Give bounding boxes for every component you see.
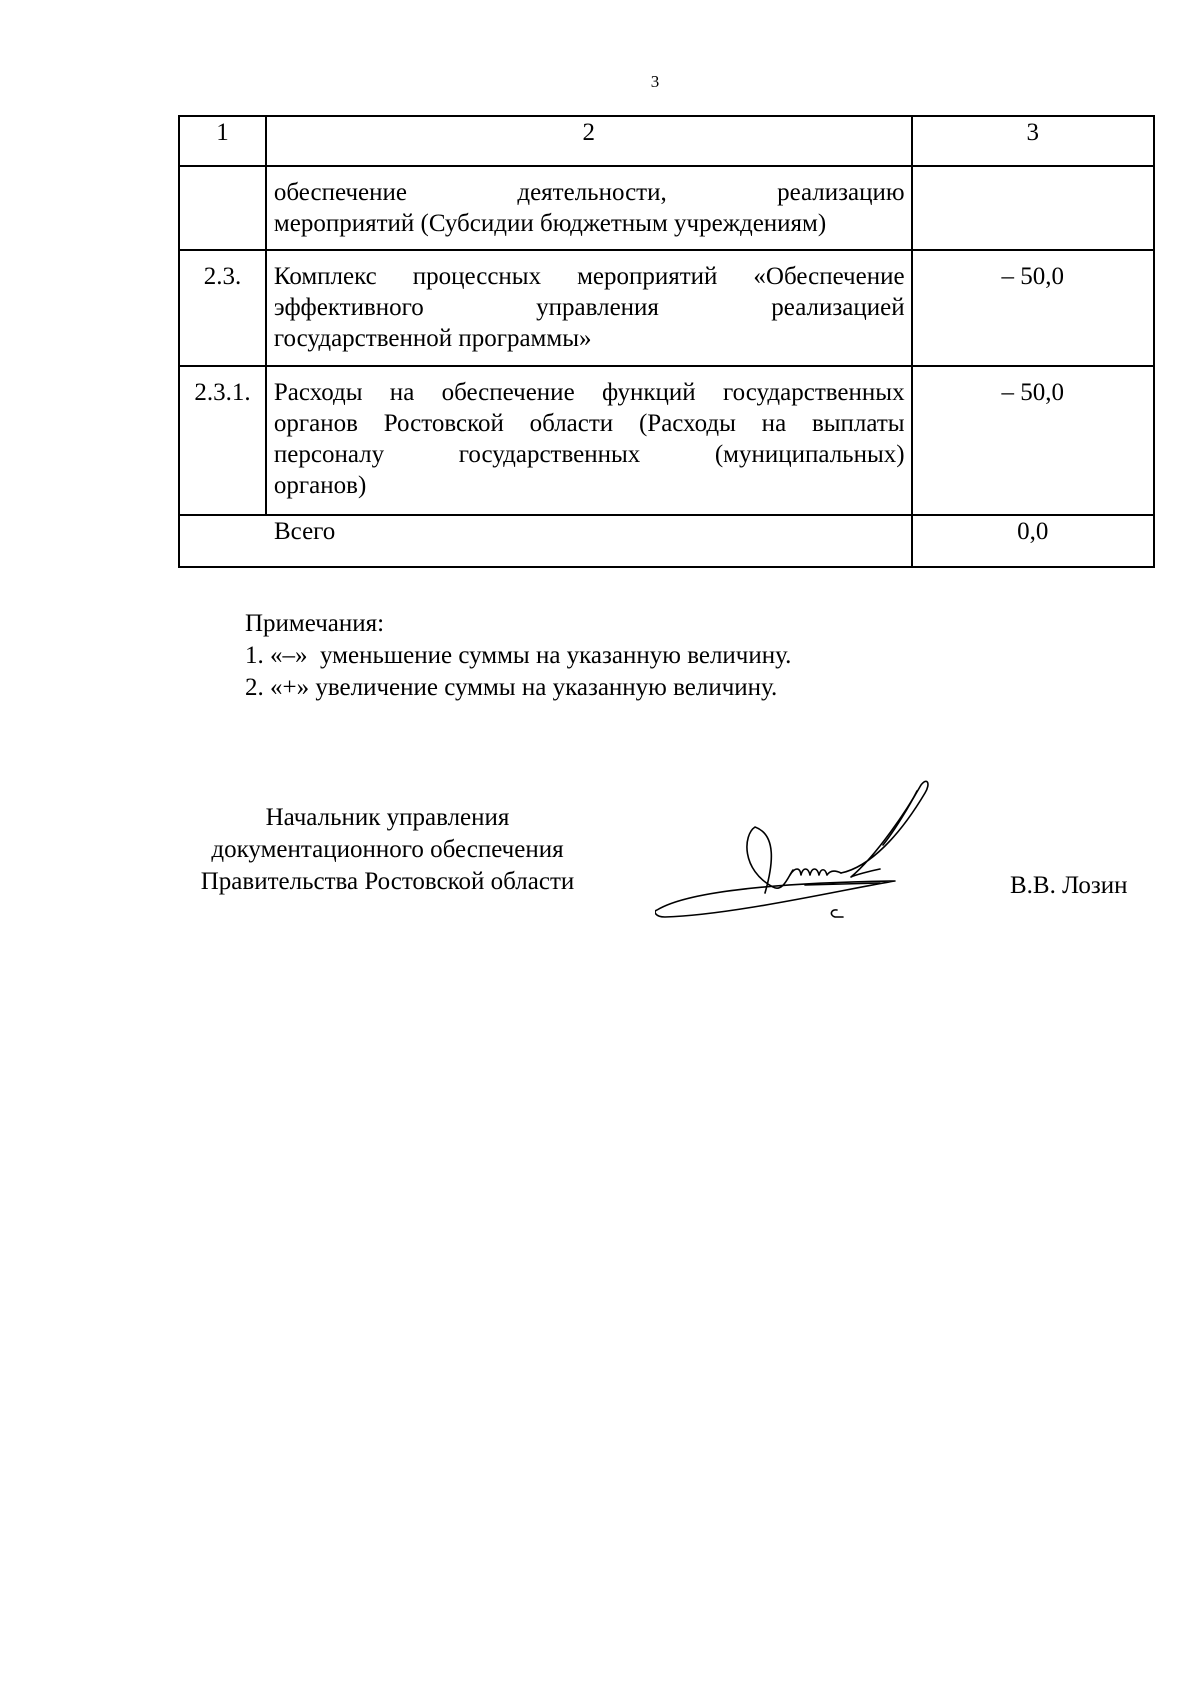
row-description-line: обеспечение деятельности, реализацию — [273, 179, 905, 206]
table-row — [179, 166, 1154, 250]
appropriations-table — [178, 115, 1155, 568]
table-total-row — [179, 515, 1154, 567]
row-value: – 50,0 — [912, 250, 1154, 366]
signer-name: В.В. Лозин — [1010, 872, 1128, 899]
notes-section — [245, 608, 791, 704]
signatory-position — [170, 802, 605, 898]
row-value: – 50,0 — [912, 366, 1154, 515]
table-row — [179, 366, 1154, 515]
note-item: 1. «–» уменьшение суммы на указанную величину. — [245, 642, 792, 669]
row-description-line: государственной программы» — [273, 325, 592, 352]
row-description — [266, 250, 912, 366]
row-description — [266, 366, 912, 515]
total-value: 0,0 — [912, 515, 1154, 567]
table-header-cell: 1 — [179, 116, 266, 166]
note-item: 2. «+» увеличение суммы на указанную величину. — [245, 674, 778, 701]
row-description-line: Комплекс процессных мероприятий «Обеспечение эффективного управления реализацией — [273, 263, 905, 321]
notes-title: Примечания: — [245, 610, 385, 637]
row-description — [266, 166, 912, 250]
total-label: Всего — [179, 515, 912, 567]
row-number: 2.3. — [179, 250, 266, 366]
table-header-cell: 3 — [912, 116, 1154, 166]
table-header-cell: 2 — [266, 116, 912, 166]
table-header-row — [179, 116, 1154, 166]
row-number: 2.3.1. — [179, 366, 266, 515]
handwritten-signature — [655, 775, 975, 925]
position-line: Начальник управления — [265, 804, 510, 831]
table-row — [179, 250, 1154, 366]
row-description-line: мероприятий (Субсидии бюджетным учреждениям) — [273, 210, 827, 237]
row-description-line: Расходы на обеспечение функций государственных органов Ростовской области (Расходы на выплаты персоналу государственных (муниципальных) — [273, 379, 905, 468]
row-number — [179, 166, 266, 250]
position-line: документационного обеспечения — [211, 836, 564, 863]
row-value — [912, 166, 1154, 250]
page-number: 3 — [650, 72, 660, 91]
row-description-line: органов) — [273, 472, 367, 499]
position-line: Правительства Ростовской области — [200, 868, 575, 895]
